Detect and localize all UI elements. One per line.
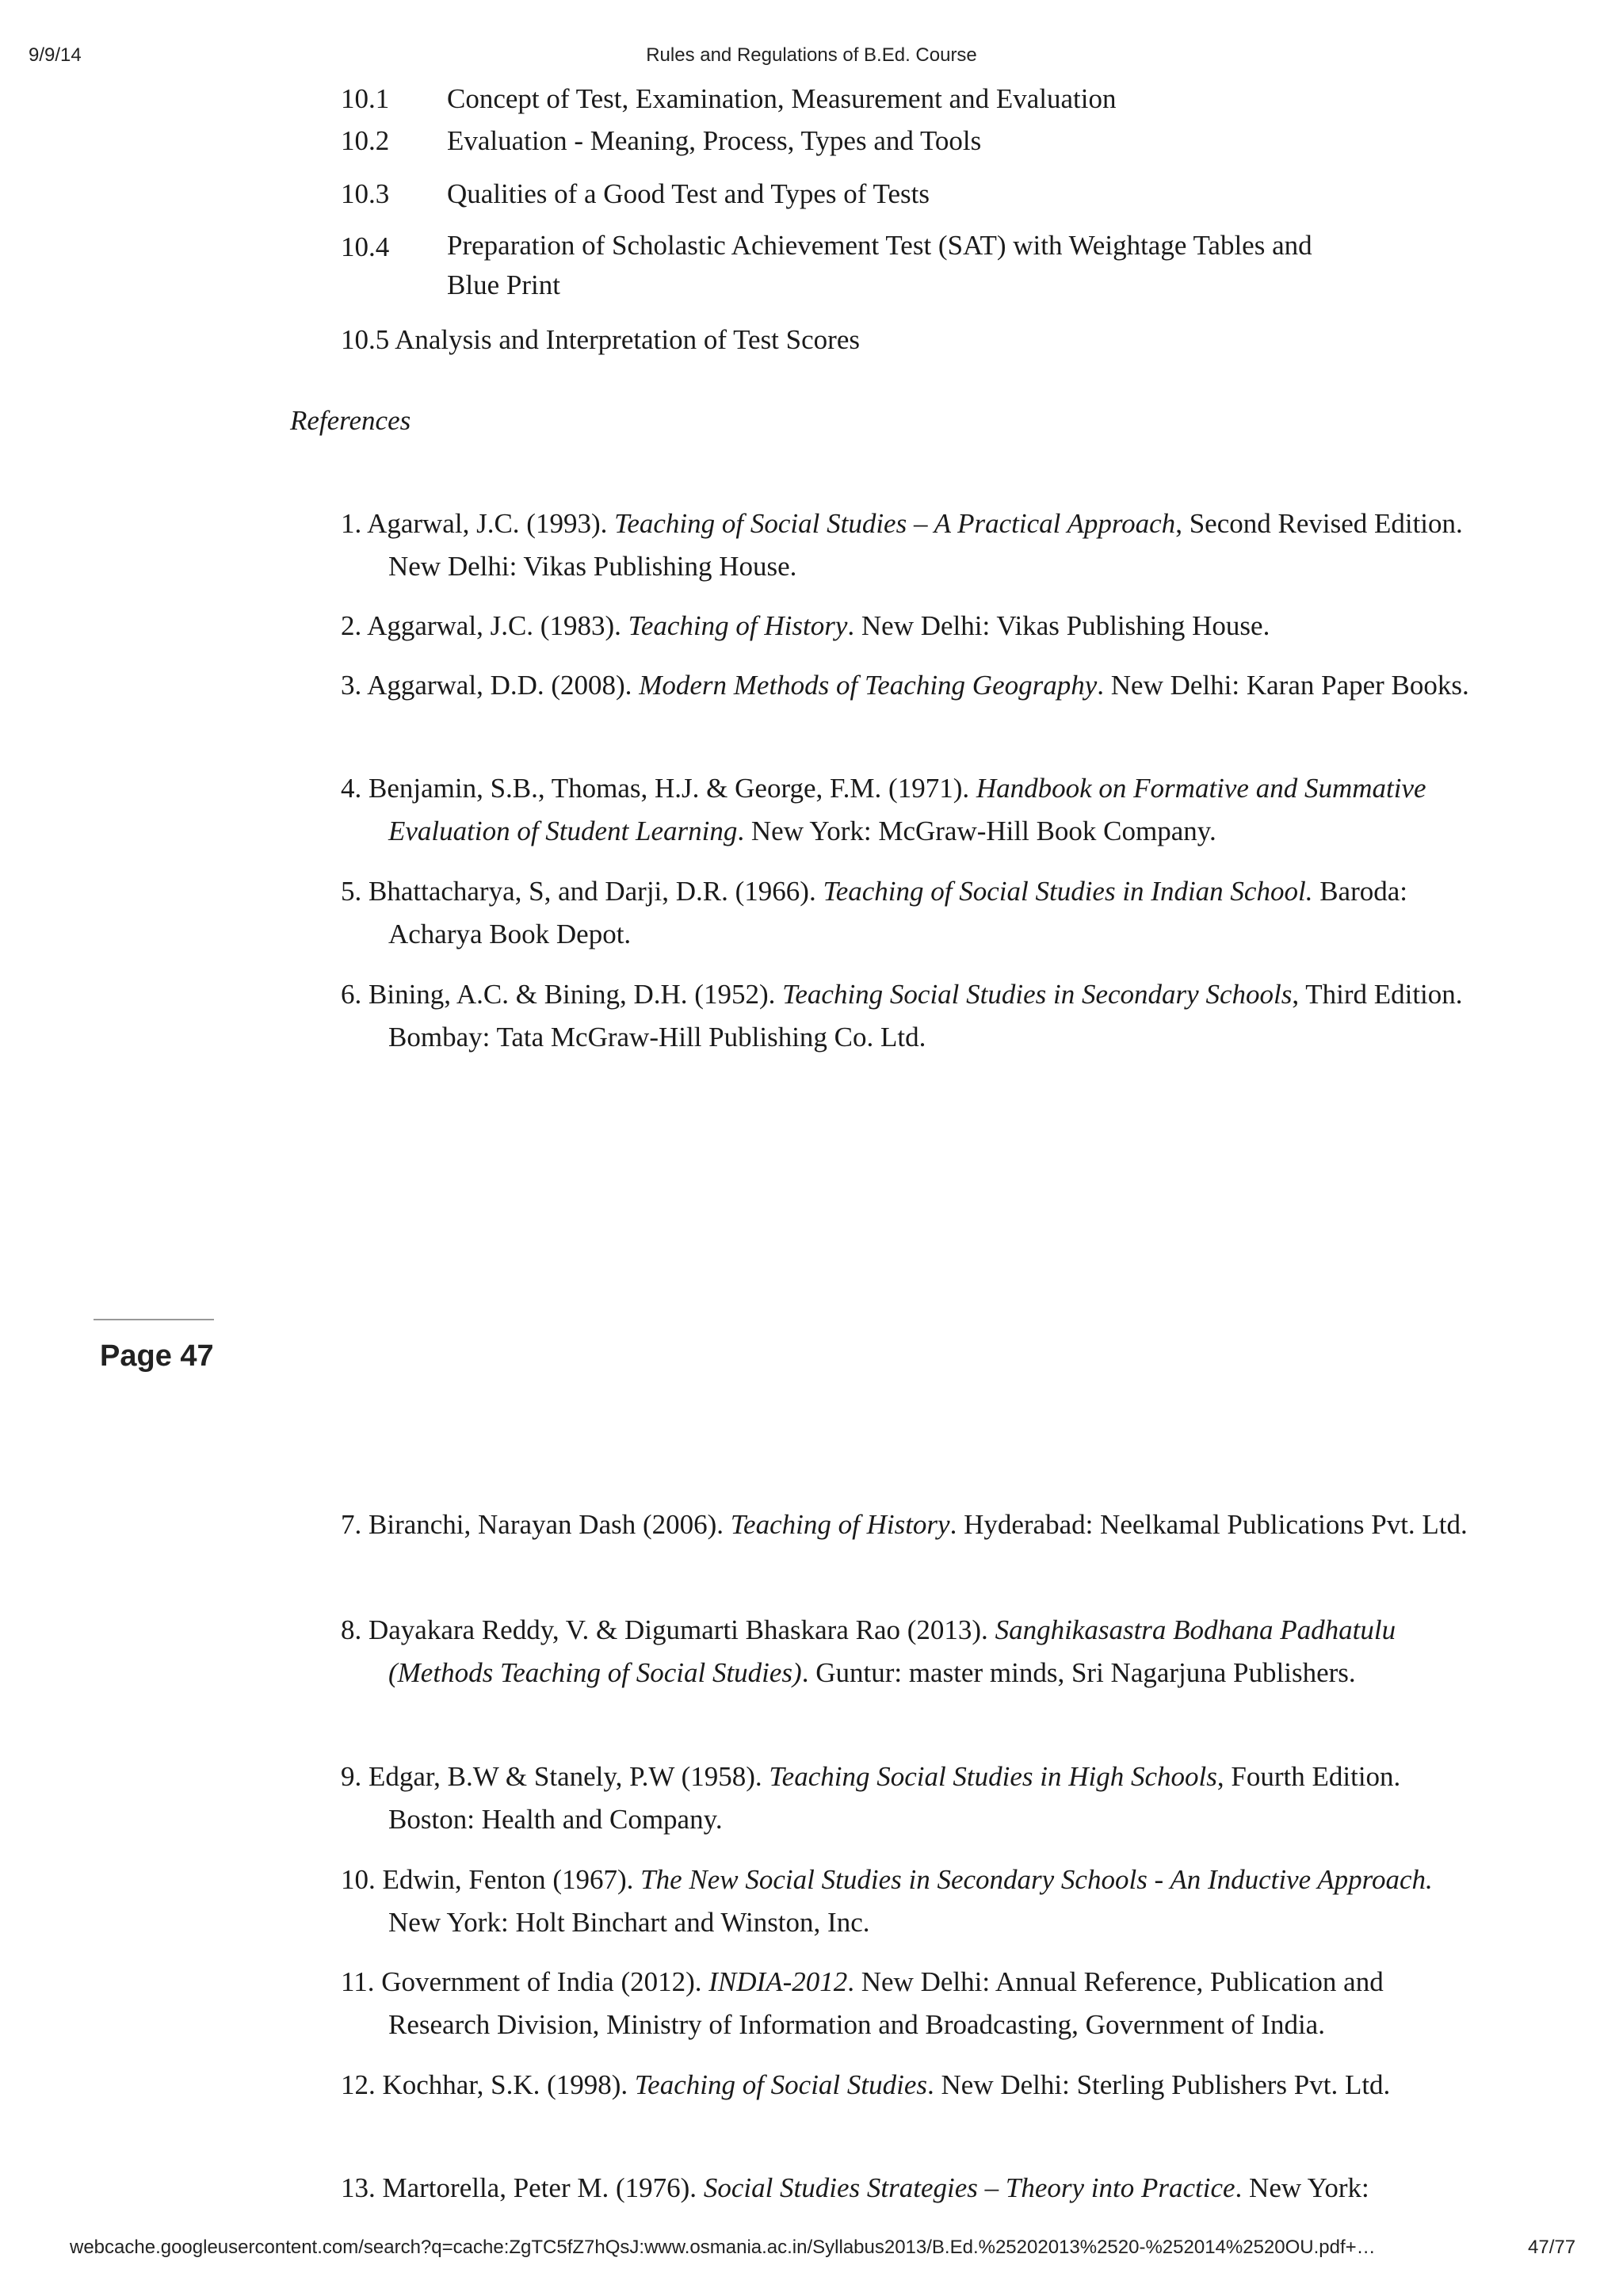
reference-item: 9. Edgar, B.W & Stanely, P.W (1958). Teaching Social Studies in High Schools, Fourth Edition. Boston: Health and Company. [341,1761,1401,1835]
reference-item: 8. Dayakara Reddy, V. & Digumarti Bhaskara Rao (2013). Sanghikasastra Bodhana Padhatulu (Methods Teaching of Social Studies). Guntur: master minds, Sri Nagarjuna Publishers. [341,1614,1396,1688]
print-page-count: 47/77 [1528,2237,1576,2258]
toc-text: Qualities of a Good Test and Types of Tests [447,178,930,209]
reference-item: 1. Agarwal, J.C. (1993). Teaching of Social Studies – A Practical Approach, Second Revised Edition. New Delhi: Vikas Publishing House. [341,508,1463,582]
toc-text: 10.5 Analysis and Interpretation of Test Scores [341,324,860,355]
toc-number: 10.2 [341,125,390,156]
print-url: webcache.googleusercontent.com/search?q=cache:ZgTC5fZ7hQsJ:www.osmania.ac.in/Syllabus2013/B.Ed.%25202013%2520-%252014%2520OU.pdf+… [70,2237,1376,2258]
print-date: 9/9/14 [29,44,82,66]
reference-item: 7. Biranchi, Narayan Dash (2006). Teaching of History. Hyderabad: Neelkamal Publications Pvt. Ltd. [341,1509,1468,1540]
toc-number: 10.4 [341,231,390,262]
toc-text: Evaluation - Meaning, Process, Types and Tools [447,125,982,156]
reference-item: 13. Martorella, Peter M. (1976). Social Studies Strategies – Theory into Practice. New York: [341,2172,1369,2203]
reference-item: 4. Benjamin, S.B., Thomas, H.J. & George, F.M. (1971). Handbook on Formative and Summative Evaluation of Student Learning. New York: McGraw-Hill Book Company. [341,773,1426,846]
reference-item: 6. Bining, A.C. & Bining, D.H. (1952). Teaching Social Studies in Secondary Schools, Third Edition. Bombay: Tata McGraw-Hill Publishing Co. Ltd. [341,979,1463,1052]
reference-item: 2. Aggarwal, J.C. (1983). Teaching of History. New Delhi: Vikas Publishing House. [341,610,1270,641]
reference-item: 10. Edwin, Fenton (1967). The New Social Studies in Secondary Schools - An Inductive Approach. New York: Holt Binchart and Winston, Inc. [341,1864,1433,1938]
page-divider [94,1319,214,1320]
reference-item: 12. Kochhar, S.K. (1998). Teaching of Social Studies. New Delhi: Sterling Publishers Pvt. Ltd. [341,2069,1391,2100]
reference-item: 3. Aggarwal, D.D. (2008). Modern Methods of Teaching Geography. New Delhi: Karan Paper Books. [341,670,1469,701]
toc-number: 10.3 [341,178,390,209]
print-title: Rules and Regulations of B.Ed. Course [646,44,977,66]
references-heading: References [290,405,411,436]
reference-item: 11. Government of India (2012). INDIA-2012. New Delhi: Annual Reference, Publication and Research Division, Ministry of Information and Broadcasting, Government of India. [341,1966,1384,2040]
reference-item: 5. Bhattacharya, S, and Darji, D.R. (1966). Teaching of Social Studies in Indian School. Baroda: Acharya Book Depot. [341,876,1407,949]
toc-text: Preparation of Scholastic Achievement Test (SAT) with Weightage Tables and Blue Print [447,230,1312,300]
page-number-label: Page 47 [100,1339,214,1373]
toc-number: 10.1 [341,83,390,114]
toc-text: Concept of Test, Examination, Measurement and Evaluation [447,83,1117,114]
